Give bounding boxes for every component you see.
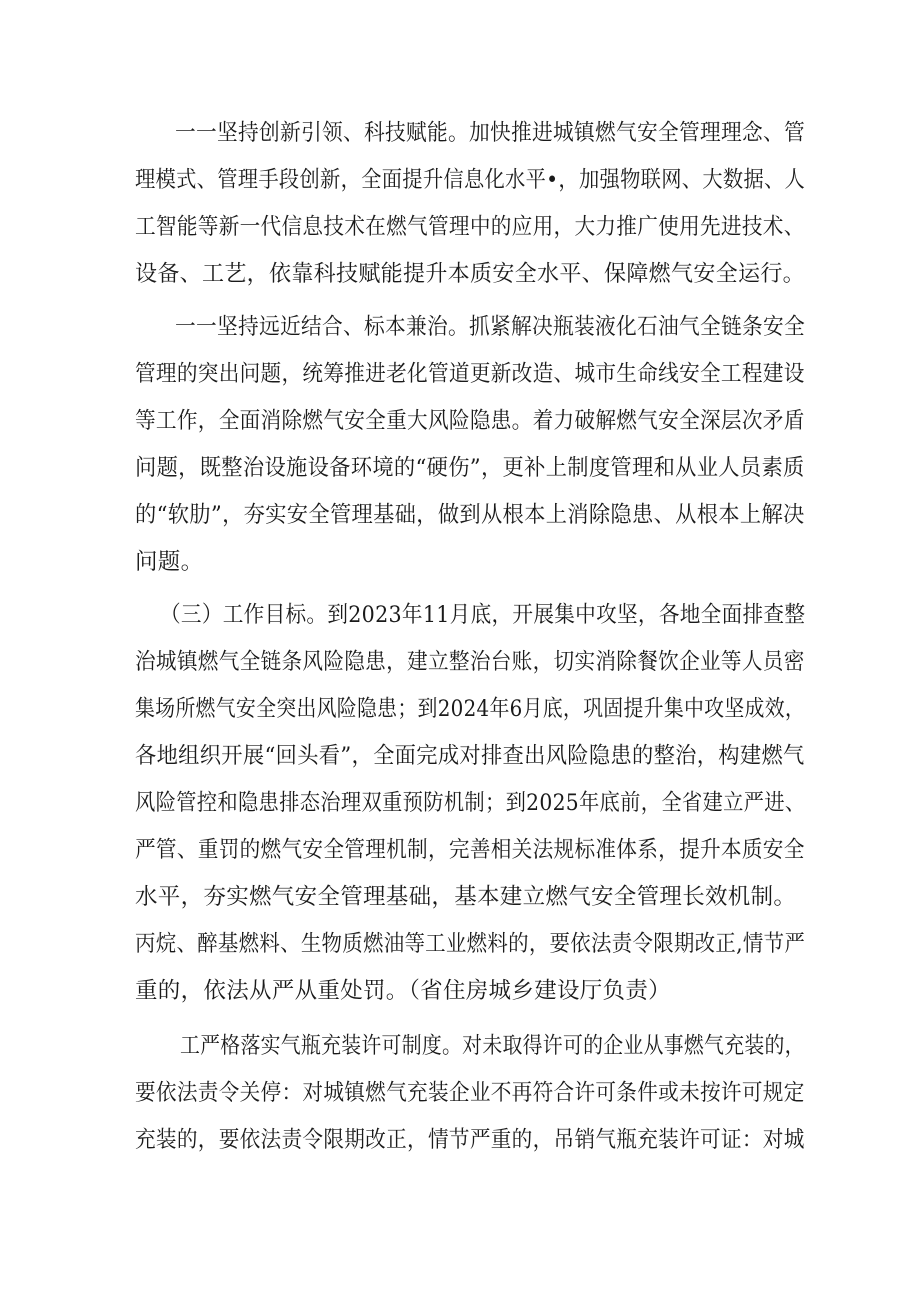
text-line: 管理的突出问题，统筹推进老化管道更新改造、城市生命线安全工程建设 xyxy=(135,361,805,387)
text-line: 治城镇燃气全链条风险隐患，建立整治台账，切实消除餐饮企业等人员密 xyxy=(135,649,805,675)
text-line: 等工作，全面消除燃气安全重大风险隐患。着力破解燃气安全深层次矛盾 xyxy=(135,408,805,434)
text-line: 各地组织开展“回头看”，全面完成对排查出风险隐患的整治，构建燃气 xyxy=(135,743,805,769)
text-line: 一一坚持创新引领、科技赋能。加快推进城镇燃气安全管理理念、管 xyxy=(175,120,806,146)
text-line: 问题。 xyxy=(135,549,204,575)
text-line: 水平，夯实燃气安全管理基础，基本建立燃气安全管理长效机制。 xyxy=(135,884,797,910)
text-line: 问题，既整治设施设备环境的“硬伤”，更补上制度管理和从业人员素质 xyxy=(135,455,805,481)
text-line: 理模式、管理手段创新，全面提升信息化水平•，加强物联网、大数据、人 xyxy=(135,167,806,193)
text-line: 工严格落实气瓶充装许可制度。对未取得许可的企业从事燃气充装的， xyxy=(180,1033,805,1059)
text-line: 严管、重罚的燃气安全管理机制，完善相关法规标准体系，提升本质安全 xyxy=(135,837,805,863)
text-line: 的“软肋”，夯实安全管理基础，做到从根本上消除隐患、从根本上解决 xyxy=(135,502,805,528)
text-line: 重的，依法从严从重处罚。（省住房城乡建设厅负责） xyxy=(135,978,671,1004)
text-line: （三）工作目标。到2023年11月底，开展集中攻坚，各地全面排查整 xyxy=(160,602,806,628)
text-line: 丙烷、醉基燃料、生物质燃油等工业燃料的，要依法责令限期改正,情节严 xyxy=(135,931,806,957)
text-line: 集场所燃气安全突出风险隐患；到2024年6月底，巩固提升集中攻坚成效， xyxy=(135,696,806,722)
text-line: 工智能等新一代信息技术在燃气管理中的应用，大力推广使用先进技术、 xyxy=(135,214,805,240)
text-line: 要依法责令关停：对城镇燃气充装企业不再符合许可条件或未按许可规定 xyxy=(135,1080,805,1106)
text-line: 设备、工艺，依靠科技赋能提升本质安全水平、保障燃气安全运行。 xyxy=(135,261,805,287)
text-line: 一一坚持远近结合、标本兼治。抓紧解决瓶装液化石油气全链条安全 xyxy=(175,314,806,340)
text-line: 充装的，要依法责令限期改正，情节严重的，吊销气瓶充装许可证：对城 xyxy=(135,1127,805,1153)
text-line: 风险管控和隐患排态治理双重预防机制；到2025年底前，全省建立严进、 xyxy=(135,790,806,816)
